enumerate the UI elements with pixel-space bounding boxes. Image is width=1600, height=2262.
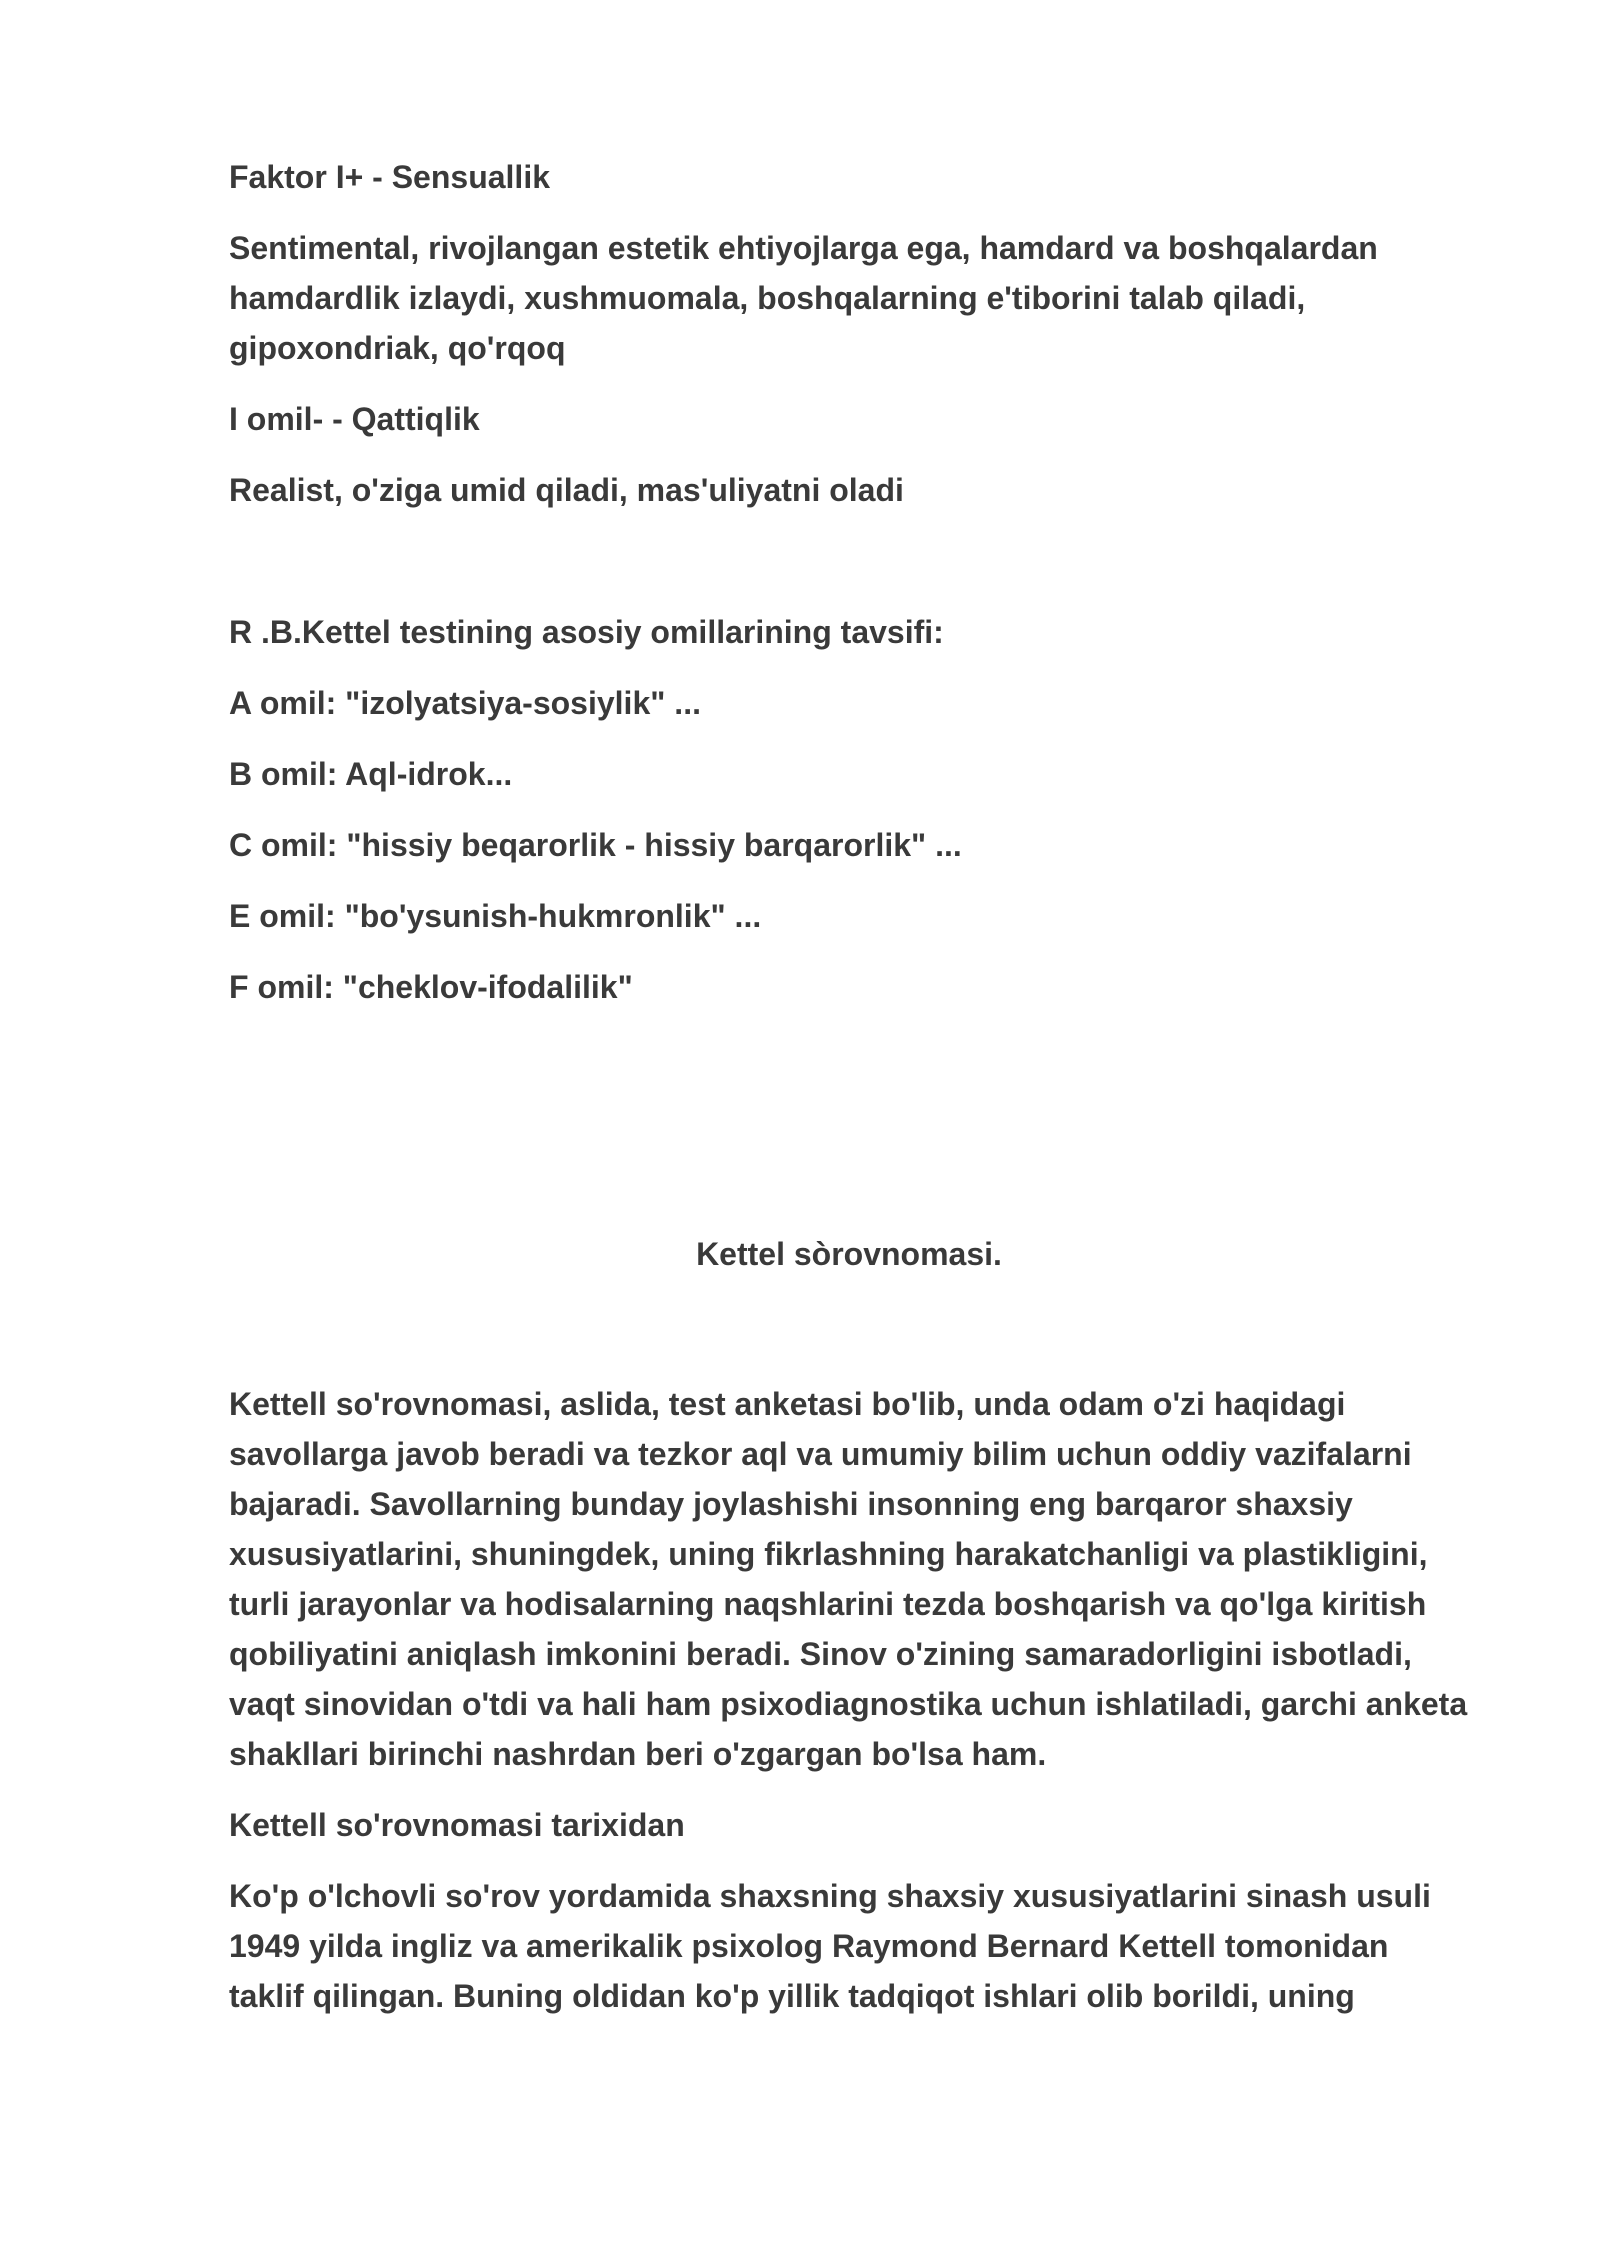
factor-list-item: F omil: "cheklov-ifodalilik" bbox=[229, 969, 633, 1005]
spacer bbox=[229, 1033, 1469, 1229]
factor-list-item: E omil: "bo'ysunish-hukmronlik" ... bbox=[229, 898, 762, 934]
intro-paragraph: Kettell so'rovnomasi, aslida, test anketasi bo'lib, unda odam o'zi haqidagi savollarga javob beradi va tezkor aql va umumiy bilim uchun oddiy vazifalarni bajaradi. Savollarning bunday joylashishi insonning eng barqaror shaxsiy xususiyatlarini, shuningdek, uning fikrlashning harakatchanligi va plastikligini, turli jarayonlar va hodisalarning naqshlarini tezda boshqarish va qo'lga kiritish qobiliyatini aniqlash imkonini beradi. Sinov o'zining samaradorligini isbotladi, vaqt sinovidan o'tdi va hali ham psixodiagnostika uchun ishlatiladi, garchi anketa shakllari birinchi nashrdan beri o'zgargan bo'lsa ham. bbox=[229, 1386, 1468, 1772]
factor-i-minus-heading: I omil- - Qattiqlik bbox=[229, 401, 480, 437]
factor-i-plus-heading: Faktor I+ - Sensuallik bbox=[229, 159, 550, 195]
spacer bbox=[229, 1300, 1469, 1379]
history-paragraph: Ko'p o'lchovli so'rov yordamida shaxsning shaxsiy xususiyatlarini sinash usuli 1949 yilda ingliz va amerikalik psixolog Raymond Bernard Kettell tomonidan taklif qilingan. Buning oldidan ko'p yillik tadqiqot ishlari olib borildi, uning bbox=[229, 1878, 1431, 2014]
factors-heading: R .B.Kettel testining asosiy omillarining tavsifi: bbox=[229, 614, 944, 650]
spacer bbox=[229, 536, 1469, 607]
factor-i-plus-description: Sentimental, rivojlangan estetik ehtiyojlarga ega, hamdard va boshqalardan hamdardlik izlaydi, xushmuomala, boshqalarning e'tiborini talab qiladi, gipoxondriak, qo'rqoq bbox=[229, 230, 1378, 366]
section-title: Kettel sòrovnomasi. bbox=[696, 1236, 1002, 1272]
factor-list-item: C omil: "hissiy beqarorlik - hissiy barqarorlik" ... bbox=[229, 827, 962, 863]
factor-list-item: B omil: Aql-idrok... bbox=[229, 756, 513, 792]
factor-list-item: A omil: "izolyatsiya-sosiylik" ... bbox=[229, 685, 701, 721]
document-body bbox=[229, 152, 1469, 2042]
history-heading: Kettell so'rovnomasi tarixidan bbox=[229, 1807, 685, 1843]
factor-i-minus-description: Realist, o'ziga umid qiladi, mas'uliyatni oladi bbox=[229, 472, 904, 508]
